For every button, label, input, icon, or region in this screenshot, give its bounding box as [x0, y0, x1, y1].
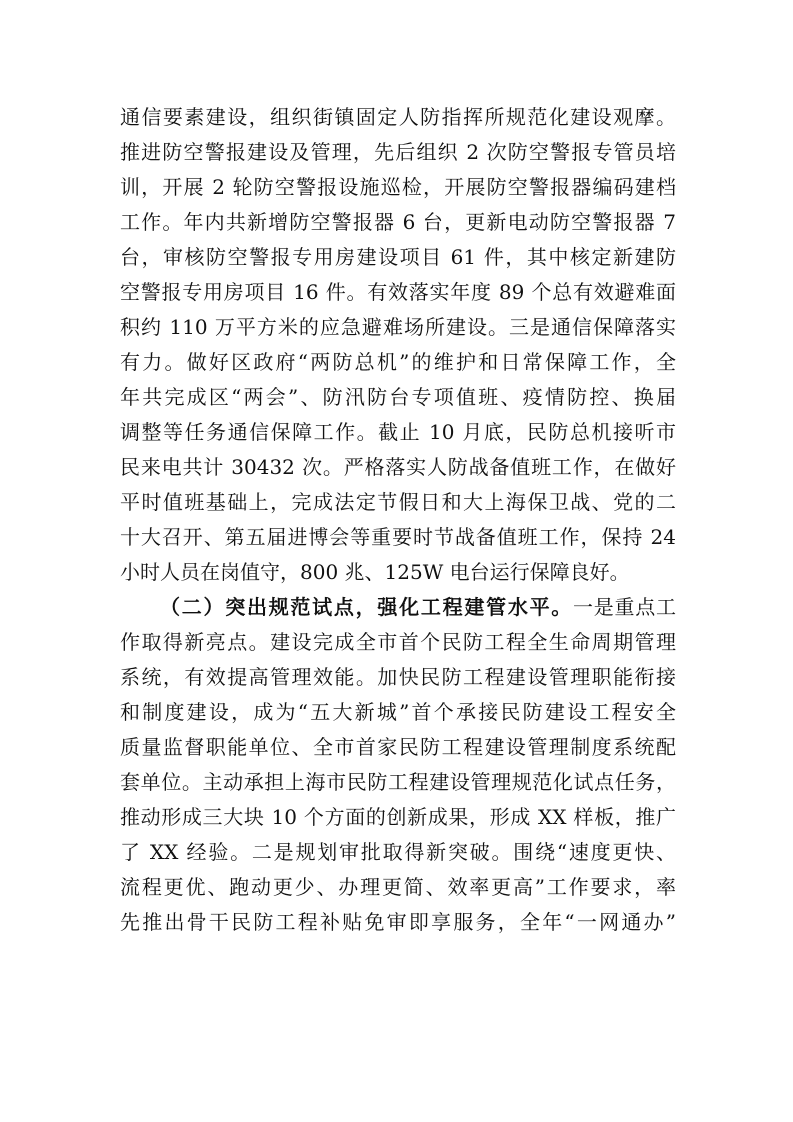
text-line: 年共完成区“两会”、防汛防台专项值班、疫情防控、换届 — [120, 385, 676, 409]
text-line: 推进防空警报建设及管理，先后组织 2 次防空警报专管员培 — [120, 140, 676, 164]
text-line: 流程更优、跑动更少、办理更简、效率更高”工作要求，率 — [120, 875, 676, 899]
paragraph-1 — [120, 100, 676, 590]
text-line: 平时值班基础上，完成法定节假日和大上海保卫战、党的二 — [120, 490, 676, 514]
text-line: 系统，有效提高管理效能。加快民防工程建设管理职能衔接 — [120, 665, 676, 689]
text-line: 训，开展 2 轮防空警报设施巡检，开展防空警报器编码建档 — [120, 175, 676, 199]
text-line: 十大召开、第五届进博会等重要时节战备值班工作，保持 24 — [120, 525, 676, 549]
paragraph-2 — [120, 590, 676, 940]
text-line: 先推出骨干民防工程补贴免审即享服务，全年“一网通办” — [120, 910, 676, 934]
text-line: 台，审核防空警报专用房建设项目 61 件，其中核定新建防 — [120, 245, 676, 269]
text-line: 有力。做好区政府“两防总机”的维护和日常保障工作，全 — [120, 350, 676, 374]
text-line: 和制度建设，成为“五大新城”首个承接民防建设工程安全 — [120, 700, 676, 724]
text-line: 积约 110 万平方米的应急避难场所建设。三是通信保障落实 — [120, 315, 676, 339]
text-line: 套单位。主动承担上海市民防工程建设管理规范化试点任务， — [120, 770, 676, 794]
text-line: 作取得新亮点。建设完成全市首个民防工程全生命周期管理 — [120, 630, 676, 654]
section-heading: （二）突出规范试点，强化工程建管水平。 — [160, 595, 574, 619]
text-line: 推动形成三大块 10 个方面的创新成果，形成 XX 样板，推广 — [120, 805, 676, 829]
text-line: 通信要素建设，组织街镇固定人防指挥所规范化建设观摩。 — [120, 105, 676, 129]
text-line: 了 XX 经验。二是规划审批取得新突破。围绕“速度更快、 — [120, 840, 676, 864]
text-line: 质量监督职能单位、全市首家民防工程建设管理制度系统配 — [120, 735, 676, 759]
text-line: 工作。年内共新增防空警报器 6 台，更新电动防空警报器 7 — [120, 210, 676, 234]
text-line: 空警报专用房项目 16 件。有效落实年度 89 个总有效避难面 — [120, 280, 676, 304]
document-page — [120, 100, 676, 940]
text-line: 民来电共计 30432 次。严格落实人防战备值班工作，在做好 — [120, 455, 676, 479]
text-run: 一是重点工 — [573, 595, 677, 619]
text-line — [120, 590, 676, 625]
text-line: 小时人员在岗值守，800 兆、125W 电台运行保障良好。 — [120, 560, 630, 584]
text-line: 调整等任务通信保障工作。截止 10 月底，民防总机接听市 — [120, 420, 676, 444]
